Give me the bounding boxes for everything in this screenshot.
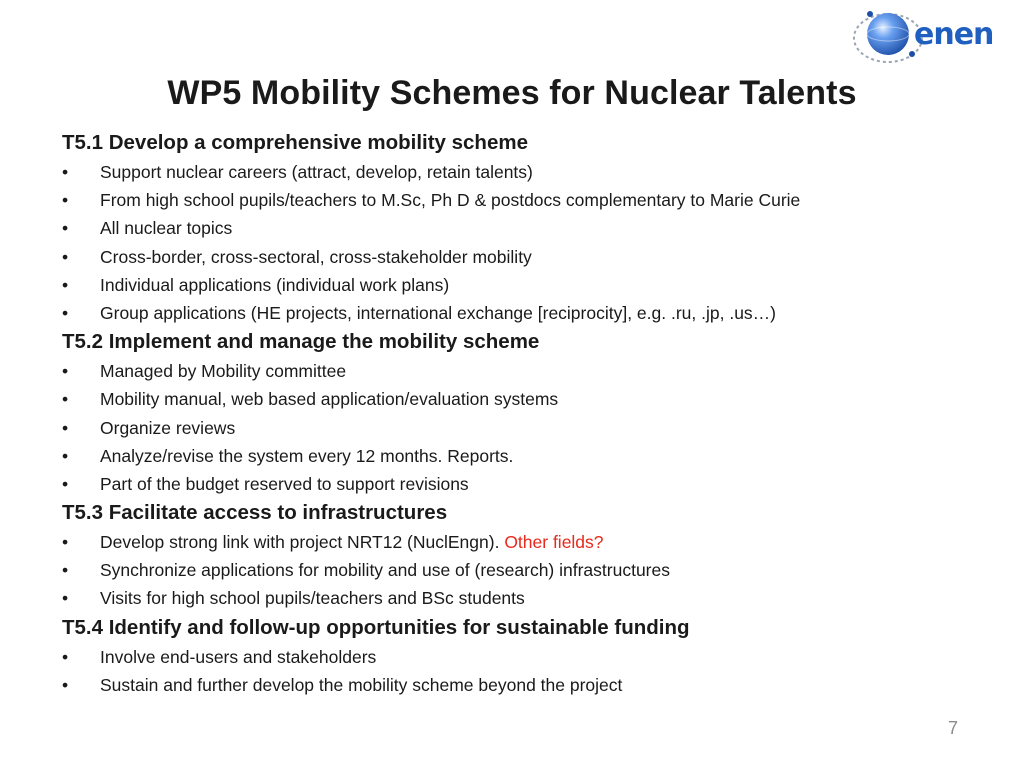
bullet-item <box>62 299 1002 327</box>
bullet-text: Analyze/revise the system every 12 months. Reports. <box>100 445 514 466</box>
bullet-item <box>62 643 1002 671</box>
bullet-text: Visits for high school pupils/teachers and BSc students <box>100 588 525 609</box>
bullet-text: Synchronize applications for mobility and use of (research) infrastructures <box>100 560 670 581</box>
logo-text: enen <box>914 17 994 52</box>
bullet-text: Support nuclear careers (attract, develop, retain talents) <box>100 162 533 182</box>
bullet-item <box>62 186 1002 214</box>
bullet-text: Mobility manual, web based application/evaluation systems <box>100 389 559 410</box>
bullet-text <box>100 528 604 556</box>
slide-content <box>62 128 1002 699</box>
bullet-text: Part of the budget reserved to support revisions <box>100 473 469 494</box>
bullet-marker: • <box>62 532 69 553</box>
slide-title: WP5 Mobility Schemes for Nuclear Talents <box>167 74 857 112</box>
bullet-marker: • <box>62 190 69 211</box>
bullet-item <box>62 584 1002 612</box>
bullet-marker: • <box>62 674 69 695</box>
bullet-item <box>62 528 1002 556</box>
bullet-item <box>62 671 1002 699</box>
section-t5-3 <box>62 498 1002 613</box>
bullet-text: Sustain and further develop the mobility scheme beyond the project <box>100 674 623 695</box>
bullet-text: All nuclear topics <box>100 218 233 239</box>
bullet-marker: • <box>62 588 69 609</box>
bullet-marker: • <box>62 445 69 466</box>
bullet-marker: • <box>62 361 69 382</box>
bullet-item <box>62 385 1002 413</box>
bullet-marker: • <box>62 218 69 239</box>
bullet-text: Involve end-users and stakeholders <box>100 646 377 667</box>
bullet-marker: • <box>62 302 69 323</box>
section-t5-1 <box>62 128 1002 327</box>
bullet-item <box>62 470 1002 498</box>
bullet-text: From high school pupils/teachers to M.Sc, Ph D & postdocs complementary to Marie Curie <box>100 190 801 211</box>
bullet-marker: • <box>62 560 69 581</box>
section-heading: T5.3 Facilitate access to infrastructures <box>62 501 448 525</box>
bullet-text: Organize reviews <box>100 417 236 438</box>
enen-logo <box>850 6 1010 68</box>
page-number: 7 <box>948 718 959 738</box>
bullet-item <box>62 442 1002 470</box>
bullet-marker: • <box>62 246 69 267</box>
bullet-item <box>62 556 1002 584</box>
highlight-note: Other fields? <box>504 532 604 553</box>
bullet-marker: • <box>62 473 69 494</box>
bullet-text: Cross-border, cross-sectoral, cross-stakeholder mobility <box>100 246 532 267</box>
bullet-item <box>62 158 1002 186</box>
bullet-item <box>62 414 1002 442</box>
section-heading: T5.2 Implement and manage the mobility scheme <box>62 330 540 354</box>
globe-orbit-icon <box>850 6 1010 68</box>
bullet-marker: • <box>62 417 69 438</box>
bullet-item <box>62 357 1002 385</box>
bullet-marker: • <box>62 646 69 667</box>
bullet-item <box>62 243 1002 271</box>
section-t5-2 <box>62 327 1002 498</box>
bullet-marker: • <box>62 162 69 182</box>
bullet-item <box>62 271 1002 299</box>
section-heading: T5.4 Identify and follow-up opportunities for sustainable funding <box>62 615 690 639</box>
bullet-text: Managed by Mobility committee <box>100 361 347 382</box>
bullet-text: Individual applications (individual work plans) <box>100 274 450 295</box>
bullet-item <box>62 214 1002 242</box>
section-t5-4 <box>62 613 1002 699</box>
bullet-text: Group applications (HE projects, international exchange [reciprocity], e.g. .ru, .jp, .us…) <box>100 302 777 323</box>
bullet-marker: • <box>62 389 69 410</box>
bullet-text-main: Develop strong link with project NRT12 (NuclEngn). <box>100 532 500 553</box>
section-heading: T5.1 Develop a comprehensive mobility scheme <box>62 131 528 154</box>
bullet-marker: • <box>62 274 69 295</box>
